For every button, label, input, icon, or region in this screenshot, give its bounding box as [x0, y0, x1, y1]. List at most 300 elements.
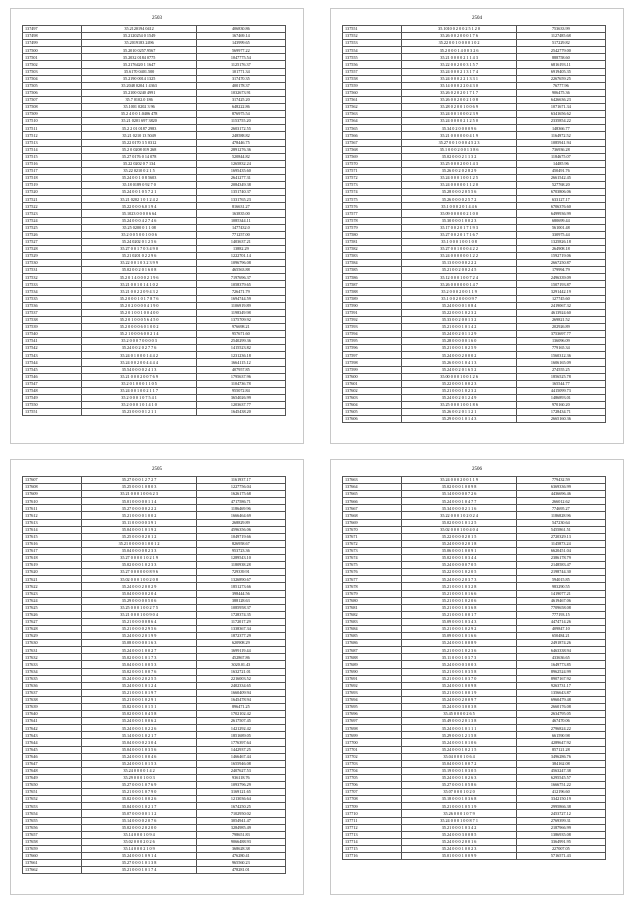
- value-cell: 4613924.60: [516, 309, 605, 316]
- value-cell: 1093796.29: [196, 782, 285, 789]
- table-row: [343, 739, 606, 746]
- table-row: [23, 774, 286, 781]
- table-row: [343, 484, 606, 491]
- id-cell: 137605: [343, 409, 402, 416]
- id-cell: 137606: [343, 416, 402, 423]
- table-row: [343, 196, 606, 203]
- coordinate-cell: 35.29 0 0 0 1 0 1 4 3: [402, 416, 516, 423]
- table-row: [343, 505, 606, 512]
- id-cell: 137520: [23, 189, 82, 196]
- value-cell: 2665160.36: [516, 416, 605, 423]
- value-cell: 433636.65: [516, 654, 605, 661]
- table-row: [23, 739, 286, 746]
- table-row: [343, 224, 606, 231]
- value-cell: 9263731.17: [516, 682, 605, 689]
- id-cell: 137680: [343, 597, 402, 604]
- id-cell: 137650: [23, 782, 82, 789]
- id-cell: 137641: [23, 718, 82, 725]
- value-cell: 6426636.23: [516, 96, 605, 103]
- table-row: [23, 696, 286, 703]
- table-row: [23, 817, 286, 824]
- table-row: [23, 704, 286, 711]
- value-cell: 1776397.64: [196, 739, 285, 746]
- value-cell: 753633.99: [516, 26, 605, 33]
- coordinate-cell: 35.24 0 0 0 1 0 0 1 2 5: [402, 174, 516, 181]
- value-cell: 1851689.05: [196, 732, 285, 739]
- value-cell: 1560312.36: [516, 352, 605, 359]
- table-row: [343, 182, 606, 189]
- table-row: [343, 281, 606, 288]
- table-row: [23, 831, 286, 838]
- value-cell: 4563247.38: [516, 767, 605, 774]
- coordinate-cell: 35.2 0 0 0 1 0 1 7 8 7 6: [82, 295, 196, 302]
- coordinate-cell: 35.02 0 0 0 1 0 0 2 6: [82, 796, 196, 803]
- id-cell: 137707: [343, 789, 402, 796]
- table-row: [23, 569, 286, 576]
- id-cell: 137678: [343, 583, 402, 590]
- value-cell: 6919405.35: [516, 68, 605, 75]
- coordinate-cell: 35.26 0 0 2 0 1 1 2 1: [402, 409, 516, 416]
- table-row: [343, 167, 606, 174]
- table-row: [343, 174, 606, 181]
- table-row: [23, 618, 286, 625]
- coordinate-cell: 35.2 0 0 0 2 0 0 1 1 9: [402, 288, 516, 295]
- table-row: [343, 160, 606, 167]
- id-cell: 137578: [343, 217, 402, 224]
- id-cell: 137557: [343, 68, 402, 75]
- coordinate-cell: 35.22 0 0 2 0 0 3 1 5 7: [402, 61, 516, 68]
- id-cell: 137661: [23, 860, 82, 867]
- table-row: [343, 625, 606, 632]
- coordinate-cell: 35.22 0 0 0 1 0 2 0 5: [402, 569, 516, 576]
- id-cell: 137630: [23, 640, 82, 647]
- id-cell: 137592: [343, 316, 402, 323]
- value-cell: 4289647.92: [516, 739, 605, 746]
- coordinate-cell: 35.24 0 0 1 0 8 5603: [82, 174, 196, 181]
- value-cell: 680699.44: [516, 217, 605, 224]
- table-row: [343, 132, 606, 139]
- id-cell: 137617: [23, 547, 82, 554]
- coordinate-cell: 35.21 0 0 2 0 0 2 4 5: [402, 267, 516, 274]
- value-cell: 729339.91: [196, 569, 285, 576]
- table-row: [23, 231, 286, 238]
- value-cell: 1606165.09: [516, 359, 605, 366]
- coordinate-cell: 35.24 0 0 0 0 3 0 0 3: [402, 661, 516, 668]
- value-cell: 6369336.99: [516, 484, 605, 491]
- coordinate-cell: 35.24 0 0 0 3 0 0 3 8: [402, 704, 516, 711]
- value-cell: 1161937.17: [196, 477, 285, 484]
- id-cell: 137506: [23, 89, 82, 96]
- table-row: [23, 401, 286, 408]
- value-cell: 650484.21: [516, 633, 605, 640]
- id-cell: 137613: [23, 519, 82, 526]
- table-row: [343, 810, 606, 817]
- id-cell: 137695: [343, 704, 402, 711]
- id-cell: 137653: [23, 803, 82, 810]
- value-cell: 6703806.06: [516, 189, 605, 196]
- id-cell: 137638: [23, 696, 82, 703]
- id-cell: 137515: [23, 153, 82, 160]
- id-cell: 137536: [23, 302, 82, 309]
- value-cell: 467470.06: [516, 718, 605, 725]
- id-cell: 137711: [343, 817, 402, 824]
- id-cell: 137620: [23, 569, 82, 576]
- table-row: [343, 338, 606, 345]
- value-cell: 1645438.20: [196, 409, 285, 416]
- table-row: [23, 867, 286, 874]
- value-cell: 317425.20: [196, 96, 285, 103]
- coordinate-cell: 35.19 0 0 0 1 0 3 0 5: [402, 767, 516, 774]
- id-cell: 137525: [23, 224, 82, 231]
- coordinate-cell: 35.26 0 0 2 0 0 0 1 7 6: [402, 33, 516, 40]
- coordinate-cell: 35.24 0 0 0 1 0 2 6 3: [402, 774, 516, 781]
- table-row: [343, 61, 606, 68]
- value-cell: 2540299.36: [196, 338, 285, 345]
- value-cell: 3169121.65: [196, 789, 285, 796]
- id-cell: 137671: [343, 533, 402, 540]
- table-row: [343, 394, 606, 401]
- table-row: [23, 838, 286, 845]
- table-row: [23, 387, 286, 394]
- value-cell: 7709658.08: [516, 604, 605, 611]
- value-cell: 384162.08: [516, 760, 605, 767]
- coordinate-cell: 35.18 0 0 0 1 0 3 6 8: [402, 796, 516, 803]
- table-row: [23, 61, 286, 68]
- value-cell: 2198744.30: [516, 569, 605, 576]
- id-cell: 137600: [343, 373, 402, 380]
- id-cell: 137610: [23, 498, 82, 505]
- coordinate-cell: 35.54 0 0 0 0 2 4 1 3: [82, 366, 196, 373]
- id-cell: 137712: [343, 824, 402, 831]
- table-row: [23, 89, 286, 96]
- coordinate-cell: 35.24 0 0 1 0 5 7 2 1: [82, 189, 196, 196]
- value-cell: 6463338.94: [516, 647, 605, 654]
- value-cell: 633127.17: [516, 196, 605, 203]
- coordinate-cell: 35.2010 0257.9567: [82, 47, 196, 54]
- id-cell: 137670: [343, 526, 402, 533]
- value-cell: 476280.41: [196, 852, 285, 859]
- table-row: [343, 711, 606, 718]
- table-row: [343, 583, 606, 590]
- value-cell: 2603172.55: [196, 125, 285, 132]
- table-row: [343, 401, 606, 408]
- value-cell: 1466467.44: [196, 753, 285, 760]
- coordinate-cell: 35.09 0 0 0 1 0 1 6 6: [402, 633, 516, 640]
- table-row: [343, 104, 606, 111]
- value-cell: 2617507.45: [196, 718, 285, 725]
- table-row: [23, 182, 286, 189]
- value-cell: 1674250.25: [196, 803, 285, 810]
- table-row: [23, 675, 286, 682]
- value-cell: 148366.77: [516, 125, 605, 132]
- table-row: [23, 33, 286, 40]
- id-cell: 137629: [23, 633, 82, 640]
- coordinate-cell: 35.22 0 0 1 0 3 2 3 9 9: [82, 260, 196, 267]
- id-cell: 137584: [343, 260, 402, 267]
- id-cell: 137708: [343, 796, 402, 803]
- value-cell: 1085344.11: [196, 217, 285, 224]
- value-cell: 1180938.28: [196, 562, 285, 569]
- coordinate-cell: 35.28 0 0 0 0 0 1 6 0: [402, 338, 516, 345]
- table-row: [343, 302, 606, 309]
- table-row: [23, 267, 286, 274]
- coordinate-cell: 35.24 0 0 0 0 0 0 1 2 2: [402, 253, 516, 260]
- table-row: [23, 40, 286, 47]
- table-row: [343, 689, 606, 696]
- document-page-3: [10, 459, 304, 895]
- id-cell: 137550: [23, 401, 82, 408]
- coordinate-cell: 35.2176420 1 1647: [82, 61, 196, 68]
- value-cell: 771257.00: [196, 231, 285, 238]
- coordinate-cell: 35.24 0 0 0 0 1 0 8 4: [402, 302, 516, 309]
- id-cell: 137674: [343, 555, 402, 562]
- value-cell: 620908.29: [196, 640, 285, 647]
- value-cell: 1331765.23: [196, 196, 285, 203]
- coordinate-cell: 35.34 0 2 0 0 0 0 9 6: [402, 125, 516, 132]
- id-cell: 137531: [23, 267, 82, 274]
- coordinate-cell: 35.2120194 0412: [82, 26, 196, 33]
- table-row: [23, 323, 286, 330]
- coordinate-cell: 35.21 0 0 0 1 0 0 1 7: [402, 611, 516, 618]
- coordinate-cell: 35.21 0 0 0 0 0 0 4 1 9: [402, 132, 516, 139]
- id-cell: 137686: [343, 640, 402, 647]
- value-cell: 1325826.18: [516, 238, 605, 245]
- value-cell: 2148583.47: [516, 562, 605, 569]
- table-row: [23, 590, 286, 597]
- table-row: [23, 345, 286, 352]
- table-row: [343, 817, 606, 824]
- table-row: [343, 26, 606, 33]
- coordinate-cell: 35.2 0 0 0 1 0 7 5 4 1: [82, 394, 196, 401]
- table-row: [23, 647, 286, 654]
- id-cell: 137634: [23, 668, 82, 675]
- coordinate-cell: 35.2 0 0 5 0 0 1 0 0 6: [82, 231, 196, 238]
- value-cell: 1442937.25: [196, 746, 285, 753]
- table-row: [23, 505, 286, 512]
- value-cell: 1049719.66: [196, 533, 285, 540]
- coordinate-cell: 35.02 0 0 0 1 0 1 2 5: [402, 519, 516, 526]
- table-row: [343, 33, 606, 40]
- coordinate-cell: 35.22 0 0 0 1 0 2 3 2: [402, 309, 516, 316]
- value-cell: 3054941.47: [196, 817, 285, 824]
- value-cell: 983290.55: [516, 583, 605, 590]
- id-cell: 137523: [23, 210, 82, 217]
- value-cell: 1164972.52: [516, 132, 605, 139]
- value-cell: 264908.18: [516, 245, 605, 252]
- id-cell: 137611: [23, 505, 82, 512]
- value-cell: 2891276.36: [196, 146, 285, 153]
- table-row: [23, 491, 286, 498]
- table-row: [343, 852, 606, 859]
- table-row: [343, 838, 606, 845]
- id-cell: 137681: [343, 604, 402, 611]
- id-cell: 137642: [23, 725, 82, 732]
- table-row: [23, 767, 286, 774]
- value-cell: 1403637.21: [196, 238, 285, 245]
- coordinate-cell: 35.04 0 0 0 0 2 3 0 4: [82, 739, 196, 746]
- table-row: [343, 416, 606, 423]
- id-cell: 137604: [343, 401, 402, 408]
- table-row: [343, 54, 606, 61]
- coordinate-cell: 35.2019183 2496: [82, 40, 196, 47]
- coordinate-cell: 35.04 0 0 0 1 0 6 4: [402, 753, 516, 760]
- table-row: [23, 604, 286, 611]
- id-cell: 137510: [23, 118, 82, 125]
- id-cell: 137562: [343, 104, 402, 111]
- coordinate-cell: 35.02 0 0 0 1 0 2 3 3: [82, 562, 196, 569]
- coordinate-cell: 35.22 0170 3 5 0312: [82, 139, 196, 146]
- table-row: [23, 477, 286, 484]
- value-cell: 1695435.60: [196, 167, 285, 174]
- id-cell: 137551: [23, 409, 82, 416]
- coordinate-cell: 35.2 0 1 0 0 0 1 1 0 5: [82, 380, 196, 387]
- table-row: [23, 338, 286, 345]
- coordinate-cell: 35.24 0 0 0 3 0 0 8 5: [402, 831, 516, 838]
- value-cell: 478281.01: [196, 867, 285, 874]
- table-row: [23, 803, 286, 810]
- coordinate-cell: 35.04 0 0 0 1 0 2 1 7: [82, 803, 196, 810]
- id-cell: 137602: [343, 387, 402, 394]
- coordinate-cell: 35.21 0 0 0 1 0 1 6 6: [402, 590, 516, 597]
- table-row: [23, 689, 286, 696]
- id-cell: 137596: [343, 345, 402, 352]
- id-cell: 137616: [23, 540, 82, 547]
- coordinate-cell: 35.21 0 0 0 0 0 1 0 0 1 2: [82, 540, 196, 547]
- table-row: [343, 366, 606, 373]
- table-row: [343, 153, 606, 160]
- value-cell: 1386935.08: [516, 831, 605, 838]
- coordinate-cell: 35.21 0 0 0 1 0 1 7 4: [82, 867, 196, 874]
- coordinate-cell: 35.24 0 0 0 2 0 0 1 6: [402, 838, 516, 845]
- table-row: [343, 217, 606, 224]
- value-cell: 1626175.68: [196, 491, 285, 498]
- coordinate-cell: 35.09 0 0 0 1 0 3 4 3: [402, 618, 516, 625]
- coordinate-cell: 35.2048 0204 1 4363: [82, 82, 196, 89]
- id-cell: 137598: [343, 359, 402, 366]
- value-cell: 547230.64: [516, 519, 605, 526]
- table-row: [343, 803, 606, 810]
- coordinate-cell: 35.24 0 0 0 2 1 3 1 7 4: [402, 68, 516, 75]
- value-cell: 274555.25: [516, 366, 605, 373]
- table-row: [343, 267, 606, 274]
- table-row: [23, 661, 286, 668]
- value-cell: 13882.29: [196, 245, 285, 252]
- table-row: [23, 238, 286, 245]
- table-row: [343, 774, 606, 781]
- id-cell: 137512: [23, 132, 82, 139]
- value-cell: 8907167.92: [516, 675, 605, 682]
- value-cell: 7102950.02: [196, 810, 285, 817]
- value-cell: 163835.00: [196, 210, 285, 217]
- table-row: [23, 104, 286, 111]
- coordinate-cell: 35.22 0 0 1 0 0 0 0 1 0 2: [402, 40, 516, 47]
- coordinate-cell: 35.21 0 0 0 1 0 3 5 8: [402, 668, 516, 675]
- table-row: [343, 661, 606, 668]
- id-cell: 137667: [343, 505, 402, 512]
- id-cell: 137599: [343, 366, 402, 373]
- value-cell: 826958.67: [196, 540, 285, 547]
- value-cell: 6341656.62: [516, 111, 605, 118]
- coordinate-cell: 35.25 0200 0 1 1 08: [82, 224, 196, 231]
- coordinate-cell: 35.21 0 0 0 1 0 2 3 2: [402, 387, 516, 394]
- value-cell: 1186469.96: [196, 505, 285, 512]
- id-cell: 137607: [23, 477, 82, 484]
- value-cell: 970160.20: [516, 401, 605, 408]
- coordinate-cell: 35.01 0 0 0 1 0 0 9 9: [402, 852, 516, 859]
- id-cell: 137691: [343, 675, 402, 682]
- coordinate-cell: 35.01 0 0 0 0 0 1 1 4: [82, 498, 196, 505]
- coordinate-cell: 35.2120254 0 1549: [82, 33, 196, 40]
- coordinate-cell: 35.1010 0 2 0 0 2 5 1 2 0: [402, 26, 516, 33]
- coordinate-cell: 35.00 0 0 0 1 0 0 1 2 6: [402, 373, 516, 380]
- id-cell: 137537: [23, 309, 82, 316]
- coordinate-cell: 35.24 0 0 2 0 2 7 7 6: [82, 345, 196, 352]
- id-cell: 137563: [343, 111, 402, 118]
- id-cell: 137559: [343, 82, 402, 89]
- id-cell: 137507: [23, 96, 82, 103]
- table-row: [343, 253, 606, 260]
- table-row: [23, 253, 286, 260]
- id-cell: 137645: [23, 746, 82, 753]
- value-cell: 388128.63: [196, 597, 285, 604]
- value-cell: 2407627.53: [196, 767, 285, 774]
- table-row: [23, 316, 286, 323]
- value-cell: 520844.82: [196, 153, 285, 160]
- coordinate-cell: 35.2100 0240 4991: [82, 89, 196, 96]
- id-cell: 137636: [23, 682, 82, 689]
- value-cell: 450491.76: [516, 167, 605, 174]
- table-row: [343, 139, 606, 146]
- table-row: [343, 387, 606, 394]
- id-cell: 137567: [343, 139, 402, 146]
- table-row: [23, 82, 286, 89]
- id-cell: 137666: [343, 498, 402, 505]
- value-cell: 1856525.78: [516, 373, 605, 380]
- id-cell: 137601: [343, 380, 402, 387]
- coordinate-cell: 35.24 0 0 0 1 0 0 2 7: [82, 647, 196, 654]
- coordinate-cell: 35.22 0210 0 2 1 5: [82, 167, 196, 174]
- id-cell: 137690: [343, 668, 402, 675]
- id-cell: 137524: [23, 217, 82, 224]
- table-row: [23, 309, 286, 316]
- coordinate-cell: 35.27 0 0 0 0 0 0 8 9 6: [82, 569, 196, 576]
- table-row: [343, 231, 606, 238]
- table-row: [343, 633, 606, 640]
- id-cell: 137499: [23, 40, 82, 47]
- coordinate-cell: 35.24 0 0 0 2 0 0 1 1 9: [402, 477, 516, 484]
- id-cell: 137517: [23, 167, 82, 174]
- value-cell: 3496286.76: [516, 753, 605, 760]
- coordinate-cell: 35.02 0 0 0 2 0 2 0 0: [82, 824, 196, 831]
- value-cell: 8962524.99: [516, 668, 605, 675]
- table-row: [23, 47, 286, 54]
- coordinate-cell: 35.27 0 0 0 1 0 7 6 9: [82, 782, 196, 789]
- coordinate-cell: 35.2 0 0 0 0 6 0 1 0 0 2: [82, 323, 196, 330]
- id-cell: 137530: [23, 260, 82, 267]
- value-cell: 127745.60: [516, 295, 605, 302]
- coordinate-cell: 35.34 0 0 0 0 2 1 1 6: [402, 505, 516, 512]
- table-row: [23, 633, 286, 640]
- value-cell: 2084349.38: [196, 182, 285, 189]
- coordinate-cell: 35.2 0 1 0 0 0 5 6 4 5 0: [82, 316, 196, 323]
- value-cell: 1728374.35: [196, 611, 285, 618]
- coordinate-cell: 35.04 0 0 0 1 0 3 5 6: [82, 746, 196, 753]
- id-cell: 137595: [343, 338, 402, 345]
- coordinate-cell: 35.21 0 0 0 1 0 3 6 8: [402, 604, 516, 611]
- value-cell: 2796824.22: [516, 725, 605, 732]
- table-row: [23, 519, 286, 526]
- coordinate-cell: 35.21 0 0 0 1 0 0 6 2 3: [82, 491, 196, 498]
